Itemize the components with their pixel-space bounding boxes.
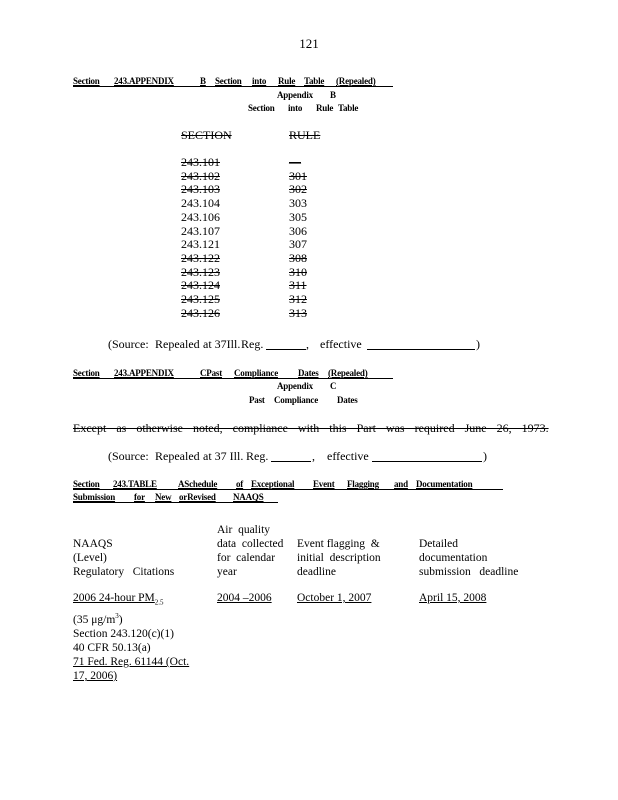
col-naaqs-header [73, 537, 203, 579]
rule-entry: 302 [289, 182, 307, 197]
hdr-word: for [134, 492, 145, 502]
hdr-word: Submission [73, 492, 116, 502]
rule-entry: 308 [289, 250, 307, 265]
section-entry: 243.104 [181, 196, 220, 211]
hdr-word: B [200, 76, 206, 86]
hdr-word: CPast [200, 368, 222, 378]
subtitle-word: into [288, 103, 303, 113]
source-reg: Reg. [241, 337, 264, 351]
col-header-line: deadline [297, 566, 336, 578]
col-header-line: submission deadline [419, 566, 519, 578]
source-close: ) [483, 449, 487, 463]
naaqs-sup: 3 [115, 612, 119, 621]
source-open: (Source: [108, 337, 149, 351]
section-entry: 243.103 [181, 182, 220, 197]
section-list [181, 156, 220, 320]
col-doc-header [419, 537, 529, 579]
col-header-line: documentation [419, 552, 488, 564]
rule-entry: 305 [289, 209, 307, 224]
hdr-word: orRevised [179, 492, 216, 502]
hdr-word: and [394, 479, 408, 489]
section-entry: 243.126 [181, 305, 220, 320]
hdr-word: 243.APPENDIX [114, 76, 174, 86]
source-repealed: Repealed [155, 337, 200, 351]
rule-entry: 313 [289, 305, 307, 320]
rule-entry: 307 [289, 237, 307, 252]
source-at: at 37 Ill. [203, 449, 244, 463]
col-header-line: for calendar [217, 552, 276, 564]
hdr-word: NAAQS [233, 492, 264, 502]
rule-entry: 312 [289, 292, 307, 307]
hdr-word: Section [73, 479, 100, 489]
source-effective: effective [327, 449, 369, 463]
appendix-c-header-rule [73, 378, 393, 379]
table-header-rule-2 [73, 502, 278, 503]
col-header-line: year [217, 566, 237, 578]
subtitle-word: C [330, 381, 337, 391]
rule-entry: 310 [289, 264, 307, 279]
naaqs-level-close: ) [118, 614, 123, 627]
hdr-word: Dates [298, 368, 319, 378]
blank-date [372, 451, 482, 462]
section-entry: 243.121 [181, 237, 220, 252]
table-header-rule-1 [73, 489, 503, 490]
comma: , [312, 449, 315, 463]
source-effective: effective [320, 337, 362, 351]
naaqs-line2 [73, 609, 213, 627]
cell-doc-deadline: April 15, 2008 [419, 592, 487, 604]
appendix-c-body: Except as otherwise noted, compliance with this Part was required June 26, 1973. [73, 421, 549, 435]
naaqs-text: 2006 24-hour PM [73, 592, 155, 604]
hdr-word: Exceptional [251, 479, 295, 489]
subtitle-word: Dates [337, 395, 358, 405]
cell-flag-deadline: October 1, 2007 [297, 592, 372, 604]
col-header-rule: RULE [289, 128, 321, 142]
table-row [73, 591, 213, 683]
source-open: (Source: [108, 449, 149, 463]
subtitle-word: Appendix [277, 381, 313, 391]
section-entry: 243.102 [181, 168, 220, 183]
section-entry: 243.107 [181, 223, 220, 238]
source-at: at 37Ill. [203, 337, 241, 351]
source-close: ) [476, 337, 480, 351]
hdr-word: ASchedule [178, 479, 218, 489]
col-flag-header [297, 537, 407, 579]
hdr-word: Rule [278, 76, 296, 86]
cell-years: 2004 –2006 [217, 592, 272, 604]
citation-2: 40 CFR 50.13(a) [73, 642, 151, 655]
section-entry: 243.122 [181, 250, 220, 265]
source-reg: Reg. [246, 449, 269, 463]
hdr-word: Section [73, 76, 100, 86]
subtitle-word: Table [338, 103, 359, 113]
hdr-word: Flagging [347, 479, 379, 489]
hdr-word: Table [304, 76, 325, 86]
blank-volume [271, 451, 311, 462]
hdr-word: (Repealed) [328, 368, 368, 378]
hdr-word: New [155, 492, 172, 502]
blank-volume [266, 339, 306, 350]
hdr-word: into [252, 76, 267, 86]
subtitle-word: Appendix [277, 90, 313, 100]
subtitle-word: Section [248, 103, 275, 113]
hdr-word: Section [73, 368, 100, 378]
hdr-word: (Repealed) [336, 76, 376, 86]
rule-entry: 306 [289, 223, 307, 238]
page-number: 121 [299, 36, 319, 51]
section-entry: 243.101 [181, 155, 220, 169]
hdr-word: 243.TABLE [113, 479, 157, 489]
citation-4: 17, 2006) [73, 670, 118, 683]
col-header-line: initial description [297, 552, 381, 564]
hdr-word: Event [313, 479, 335, 489]
section-entry: 243.123 [181, 264, 220, 279]
blank-date [367, 339, 475, 350]
naaqs-level: (35 μg/m [73, 614, 116, 627]
subtitle-word: Past [249, 395, 265, 405]
col-header-line: Event flagging & [297, 538, 380, 550]
col-header-line: Air quality [217, 524, 271, 536]
subtitle-word: Rule [316, 103, 334, 113]
section-entry: 243.125 [181, 292, 220, 307]
hdr-word: Compliance [234, 368, 278, 378]
section-entry: 243.124 [181, 278, 220, 293]
naaqs-line1 [73, 591, 213, 609]
col-year-header [217, 523, 287, 579]
hdr-word: 243.APPENDIX [114, 368, 174, 378]
col-header-line: data collected [217, 538, 284, 550]
hdr-word: of [236, 479, 244, 489]
hdr-word: Section [215, 76, 242, 86]
col-header-section: SECTION [181, 128, 232, 142]
col-header-line: NAAQS [73, 538, 113, 550]
subtitle-word: Compliance [274, 395, 318, 405]
citation-1: Section 243.120(c)(1) [73, 628, 174, 641]
source-repealed: Repealed [155, 449, 200, 463]
citation-3: 71 Fed. Reg. 61144 (Oct. [73, 656, 190, 669]
col-header-line: Regulatory Citations [73, 566, 175, 578]
rule-entry: 311 [289, 278, 307, 293]
subtitle-word: B [330, 90, 336, 100]
col-header-line: (Level) [73, 552, 107, 564]
hdr-word: Documentation [416, 479, 473, 489]
rule-entry: — [289, 155, 301, 169]
comma: , [306, 337, 309, 351]
col-header-line: Detailed [419, 538, 458, 550]
rule-list [289, 156, 307, 320]
rule-entry: 303 [289, 196, 307, 211]
naaqs-sub: 2.5 [154, 598, 164, 607]
appendix-b-header-rule [73, 86, 393, 87]
section-entry: 243.106 [181, 209, 220, 224]
rule-entry: 301 [289, 168, 307, 183]
